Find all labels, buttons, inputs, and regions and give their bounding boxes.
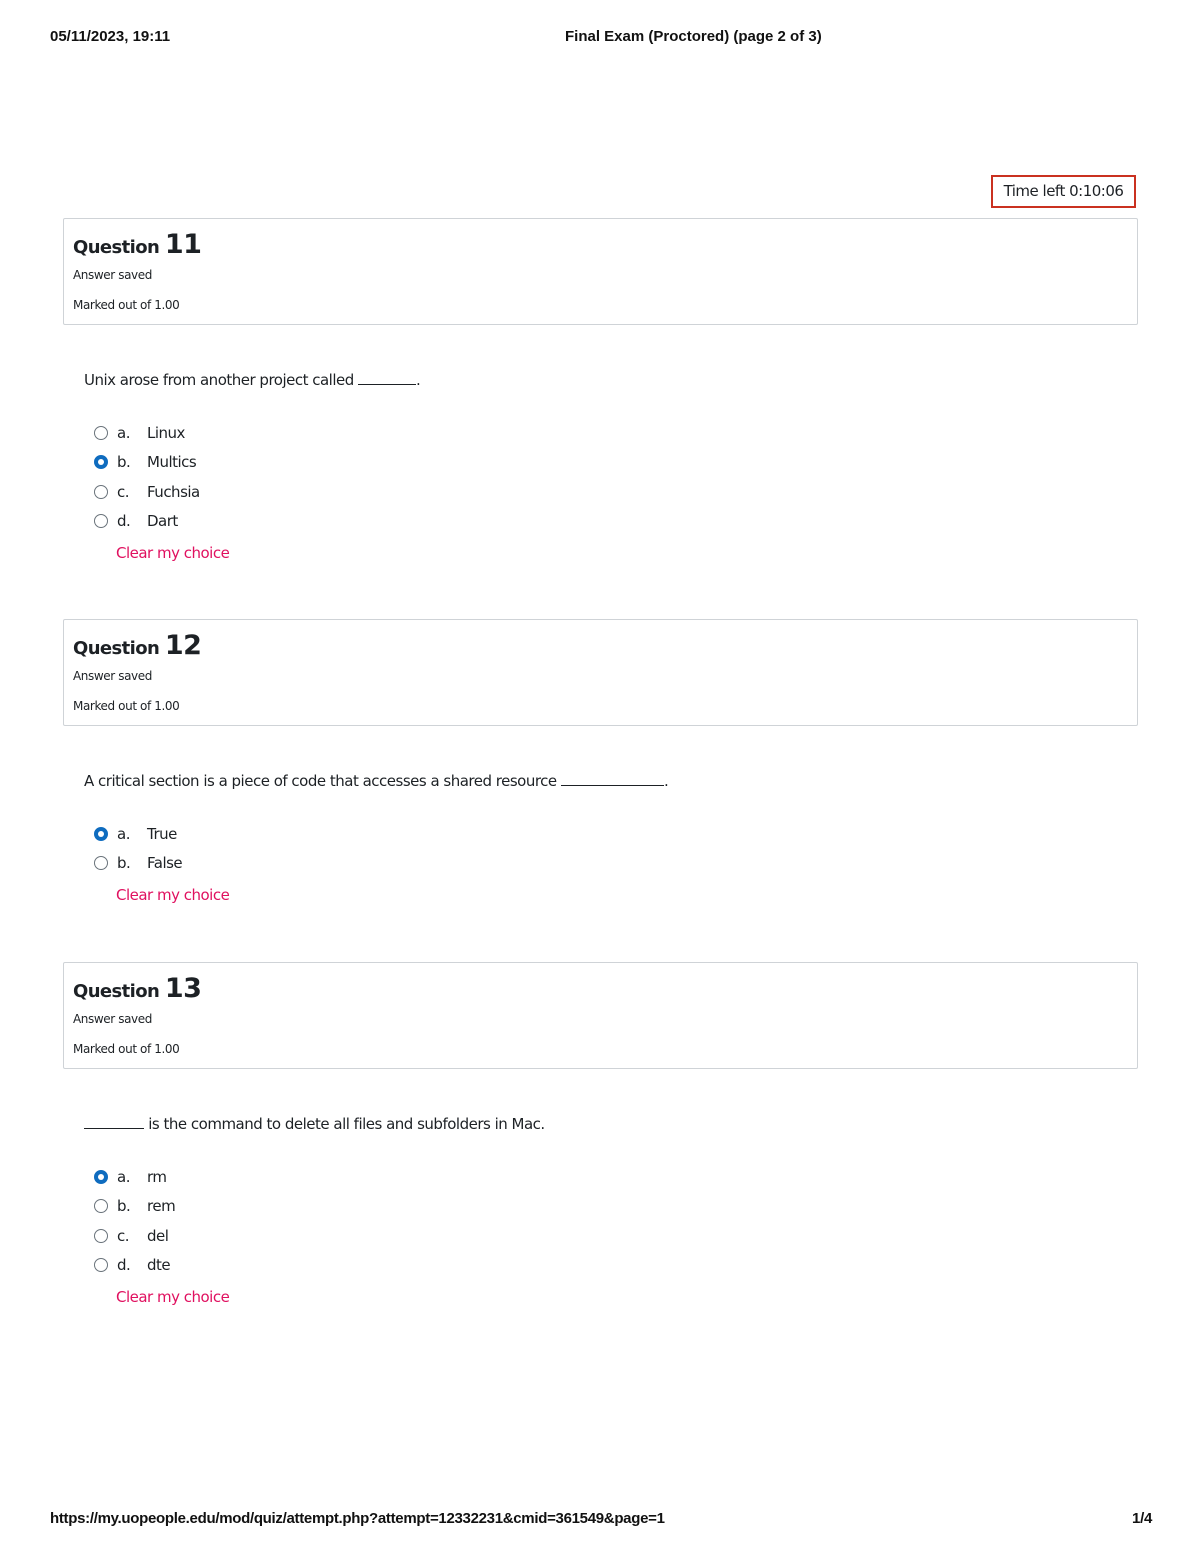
radio-button-selected[interactable] bbox=[94, 1170, 108, 1184]
question-text bbox=[84, 771, 668, 790]
question-text-after: is the command to delete all files and subfolders in Mac. bbox=[144, 1115, 545, 1133]
question-heading bbox=[73, 630, 201, 661]
print-footer bbox=[50, 1510, 1152, 1530]
question-state: Answer saved bbox=[73, 268, 152, 282]
option-text: True bbox=[147, 825, 177, 843]
question-text-after: . bbox=[663, 772, 669, 790]
question-grade: Marked out of 1.00 bbox=[73, 699, 180, 713]
print-page-title: Final Exam (Proctored) (page 2 of 3) bbox=[565, 28, 822, 45]
radio-button[interactable] bbox=[94, 426, 108, 440]
radio-button[interactable] bbox=[94, 514, 108, 528]
option-text: Linux bbox=[147, 424, 185, 442]
quiz-timer: Time left 0:10:06 bbox=[991, 175, 1136, 208]
option-letter: a. bbox=[117, 424, 130, 442]
question-heading bbox=[73, 973, 201, 1004]
question-text-after: . bbox=[416, 371, 421, 389]
question-info-card bbox=[63, 218, 1138, 325]
print-page-number: 1/4 bbox=[1132, 1510, 1152, 1527]
radio-button[interactable] bbox=[94, 1258, 108, 1272]
option-letter: b. bbox=[117, 453, 131, 471]
answer-blank bbox=[561, 771, 664, 786]
question-label: Question bbox=[73, 638, 160, 659]
answer-blank bbox=[84, 1114, 144, 1129]
print-datetime: 05/11/2023, 19:11 bbox=[50, 28, 171, 45]
option-letter: b. bbox=[117, 854, 131, 872]
question-state: Answer saved bbox=[73, 669, 152, 683]
question-text-before: Unix arose from another project called bbox=[84, 371, 359, 389]
option-text: Dart bbox=[147, 512, 178, 530]
question-text-before: A critical section is a piece of code that accesses a shared resource bbox=[84, 772, 561, 790]
radio-button[interactable] bbox=[94, 1229, 108, 1243]
radio-button[interactable] bbox=[94, 1199, 108, 1213]
option-letter: b. bbox=[117, 1197, 131, 1215]
clear-my-choice-link[interactable]: Clear my choice bbox=[116, 1288, 230, 1306]
print-header bbox=[50, 28, 1150, 48]
question-info-card bbox=[63, 962, 1138, 1069]
radio-button[interactable] bbox=[94, 856, 108, 870]
option-text: Multics bbox=[147, 453, 197, 471]
radio-button-selected[interactable] bbox=[94, 455, 108, 469]
option-text: Fuchsia bbox=[147, 483, 200, 501]
clear-my-choice-link[interactable]: Clear my choice bbox=[116, 544, 230, 562]
option-letter: d. bbox=[117, 512, 131, 530]
clear-my-choice-link[interactable]: Clear my choice bbox=[116, 886, 230, 904]
option-letter: a. bbox=[117, 1168, 130, 1186]
option-text: rm bbox=[147, 1168, 167, 1186]
option-letter: c. bbox=[117, 1227, 130, 1245]
question-label: Question bbox=[73, 237, 160, 258]
option-text: False bbox=[147, 854, 183, 872]
question-number: 13 bbox=[164, 973, 202, 1004]
question-state: Answer saved bbox=[73, 1012, 152, 1026]
question-grade: Marked out of 1.00 bbox=[73, 298, 180, 312]
option-letter: a. bbox=[117, 825, 130, 843]
option-text: del bbox=[147, 1227, 169, 1245]
option-text: rem bbox=[147, 1197, 176, 1215]
radio-button-selected[interactable] bbox=[94, 827, 108, 841]
option-text: dte bbox=[147, 1256, 171, 1274]
question-number: 11 bbox=[164, 229, 202, 260]
question-heading bbox=[73, 229, 201, 260]
question-text bbox=[84, 1114, 545, 1133]
question-number: 12 bbox=[164, 630, 202, 661]
question-info-card bbox=[63, 619, 1138, 726]
radio-button[interactable] bbox=[94, 485, 108, 499]
option-letter: d. bbox=[117, 1256, 131, 1274]
question-text bbox=[84, 370, 420, 389]
print-url: https://my.uopeople.edu/mod/quiz/attempt.php?attempt=12332231&cmid=361549&page=1 bbox=[50, 1510, 665, 1527]
option-letter: c. bbox=[117, 483, 130, 501]
question-grade: Marked out of 1.00 bbox=[73, 1042, 180, 1056]
answer-blank bbox=[358, 370, 416, 385]
question-label: Question bbox=[73, 981, 160, 1002]
